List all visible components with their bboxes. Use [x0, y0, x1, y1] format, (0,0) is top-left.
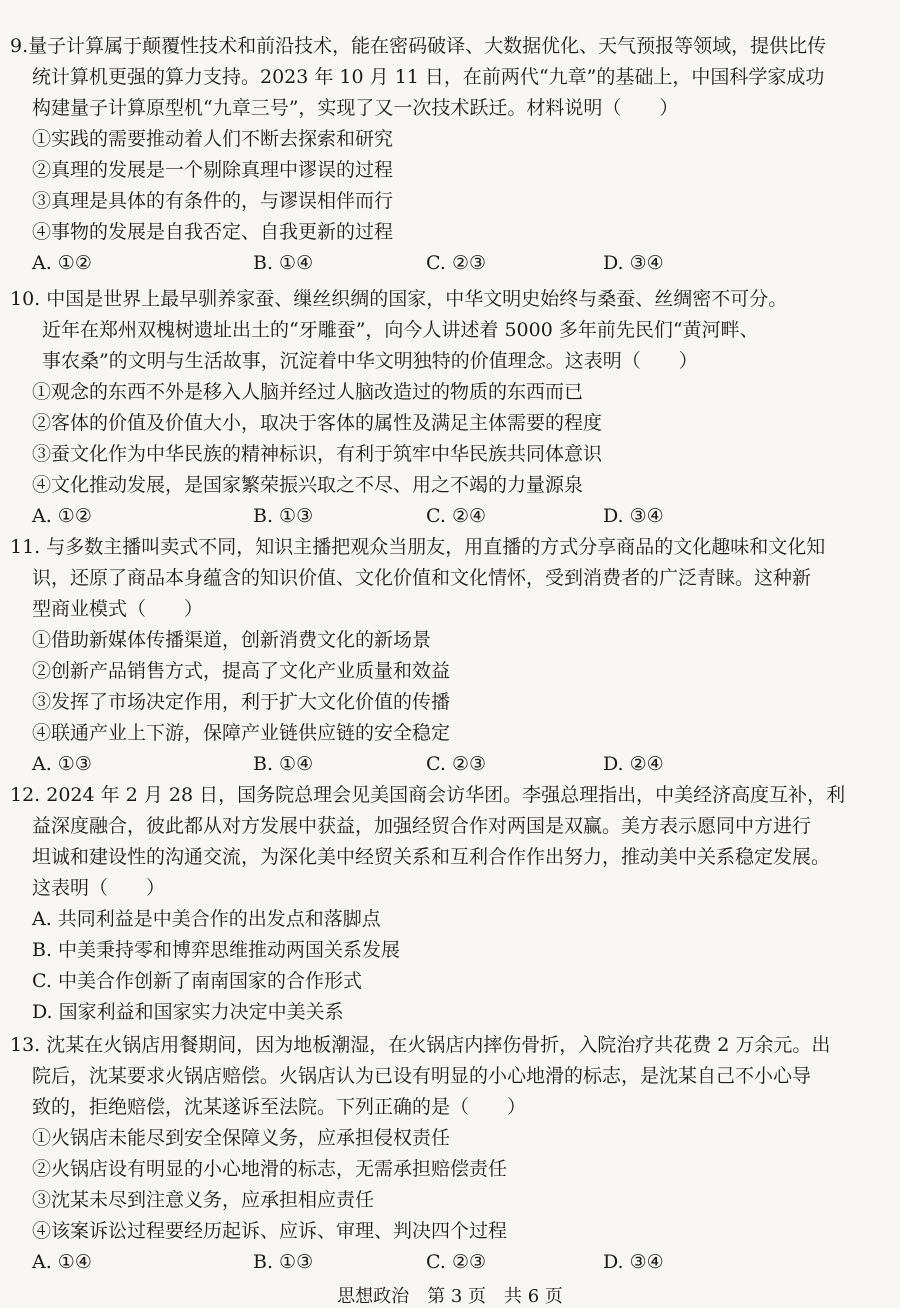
option-d: D. ③④: [603, 505, 664, 527]
question-13: [10, 1030, 870, 1278]
option-a: A. 共同利益是中美合作的出发点和落脚点: [32, 908, 381, 930]
option-c: C. ②③: [426, 753, 487, 775]
question-stem-line: 统计算机更强的算力支持。2023 年 10 月 11 日，在前两代“九章”的基础上，中国科学家成功: [32, 66, 825, 88]
option-b: B. ①④: [253, 252, 314, 274]
question-9: [10, 31, 870, 279]
page-footer: 思想政治 第 3 页 共 6 页: [337, 1286, 563, 1307]
statement-2: ②火锅店设有明显的小心地滑的标志，无需承担赔偿责任: [32, 1158, 508, 1180]
statement-4: ④事物的发展是自我否定、自我更新的过程: [32, 221, 394, 243]
statement-3: ③蚕文化作为中华民族的精神标识，有利于筑牢中华民族共同体意识: [32, 443, 603, 465]
question-10: [10, 284, 870, 532]
question-stem-line: 益深度融合，彼此都从对方发展中获益，加强经贸合作对两国是双赢。美方表示愿同中方进行: [32, 815, 812, 837]
question-stem-line: 近年在郑州双槐树遗址出土的“牙雕蚕”，向今人讲述着 5000 多年前先民们“黄河畔、: [42, 319, 759, 341]
statement-3: ③真理是具体的有条件的，与谬误相伴而行: [32, 190, 394, 212]
statement-2: ②客体的价值及价值大小，取决于客体的属性及满足主体需要的程度: [32, 412, 603, 434]
statement-1: ①观念的东西不外是移入人脑并经过人脑改造过的物质的东西而已: [32, 381, 584, 403]
option-d: D. ③④: [603, 1251, 664, 1273]
option-a: A. ①④: [32, 1251, 92, 1273]
question-stem-line: 型商业模式（ ）: [32, 598, 204, 620]
statement-3: ③发挥了市场决定作用，利于扩大文化价值的传播: [32, 691, 451, 713]
statement-1: ①借助新媒体传播渠道，创新消费文化的新场景: [32, 629, 432, 651]
statement-4: ④该案诉讼过程要经历起诉、应诉、审理、判决四个过程: [32, 1220, 508, 1242]
question-stem-line: 坦诚和建设性的沟通交流，为深化美中经贸关系和互利合作作出努力，推动美中关系稳定发展。: [32, 846, 831, 868]
question-stem-line: 13. 沈某在火锅店用餐期间，因为地板潮湿，在火锅店内摔伤骨折，入院治疗共花费 2 万余元。出: [10, 1034, 831, 1056]
question-stem-line: 构建量子计算原型机“九章三号”，实现了又一次技术跃迁。材料说明（ ）: [32, 97, 679, 119]
question-stem-line: 11. 与多数主播叫卖式不同，知识主播把观众当朋友，用直播的方式分享商品的文化趣味和文化知: [10, 536, 826, 558]
question-stem-line: 院后，沈某要求火锅店赔偿。火锅店认为已设有明显的小心地滑的标志，是沈某自己不小心导: [32, 1065, 812, 1087]
option-c: C. ②④: [426, 505, 487, 527]
question-stem-line: 10. 中国是世界上最早驯养家蚕、缫丝织绸的国家，中华文明史始终与桑蚕、丝绸密不可分。: [10, 288, 788, 310]
option-c: C. ②③: [426, 1251, 487, 1273]
statement-2: ②真理的发展是一个剔除真理中谬误的过程: [32, 159, 394, 181]
option-c: C. 中美合作创新了南南国家的合作形式: [32, 970, 362, 992]
option-a: A. ①②: [32, 252, 92, 274]
statement-4: ④联通产业上下游，保障产业链供应链的安全稳定: [32, 722, 451, 744]
question-12: [10, 780, 870, 1028]
options-row: [10, 1247, 870, 1278]
statement-2: ②创新产品销售方式，提高了文化产业质量和效益: [32, 660, 451, 682]
statement-3: ③沈某未尽到注意义务，应承担相应责任: [32, 1189, 375, 1211]
option-b: B. ①③: [253, 1251, 314, 1273]
statement-4: ④文化推动发展，是国家繁荣振兴取之不尽、用之不竭的力量源泉: [32, 474, 584, 496]
statement-1: ①实践的需要推动着人们不断去探索和研究: [32, 128, 394, 150]
option-d: D. ③④: [603, 252, 664, 274]
option-a: A. ①③: [32, 753, 92, 775]
question-stem-line: 致的，拒绝赔偿，沈某遂诉至法院。下列正确的是（ ）: [32, 1096, 527, 1118]
question-stem-line: 9.量子计算属于颠覆性技术和前沿技术，能在密码破译、大数据优化、天气预报等领域，提供比传: [10, 35, 827, 57]
options-row: [10, 749, 870, 780]
option-c: C. ②③: [426, 252, 487, 274]
question-stem-line: 这表明（ ）: [32, 877, 166, 899]
question-11: [10, 532, 870, 780]
option-b: B. ①④: [253, 753, 314, 775]
option-b: B. ①③: [253, 505, 314, 527]
option-d: D. 国家利益和国家实力决定中美关系: [32, 1001, 344, 1023]
question-stem-line: 识，还原了商品本身蕴含的知识价值、文化价值和文化情怀，受到消费者的广泛青睐。这种新: [32, 567, 812, 589]
option-d: D. ②④: [603, 753, 664, 775]
options-row: [10, 248, 870, 279]
options-row: [10, 501, 870, 532]
question-stem-line: 事农桑”的文明与生活故事，沉淀着中华文明独特的价值理念。这表明（ ）: [42, 350, 698, 372]
option-b: B. 中美秉持零和博弈思维推动两国关系发展: [32, 939, 401, 961]
statement-1: ①火锅店未能尽到安全保障义务，应承担侵权责任: [32, 1127, 451, 1149]
question-stem-line: 12. 2024 年 2 月 28 日，国务院总理会见美国商会访华团。李强总理指出，中美经济高度互补，利: [10, 784, 846, 806]
option-a: A. ①②: [32, 505, 92, 527]
